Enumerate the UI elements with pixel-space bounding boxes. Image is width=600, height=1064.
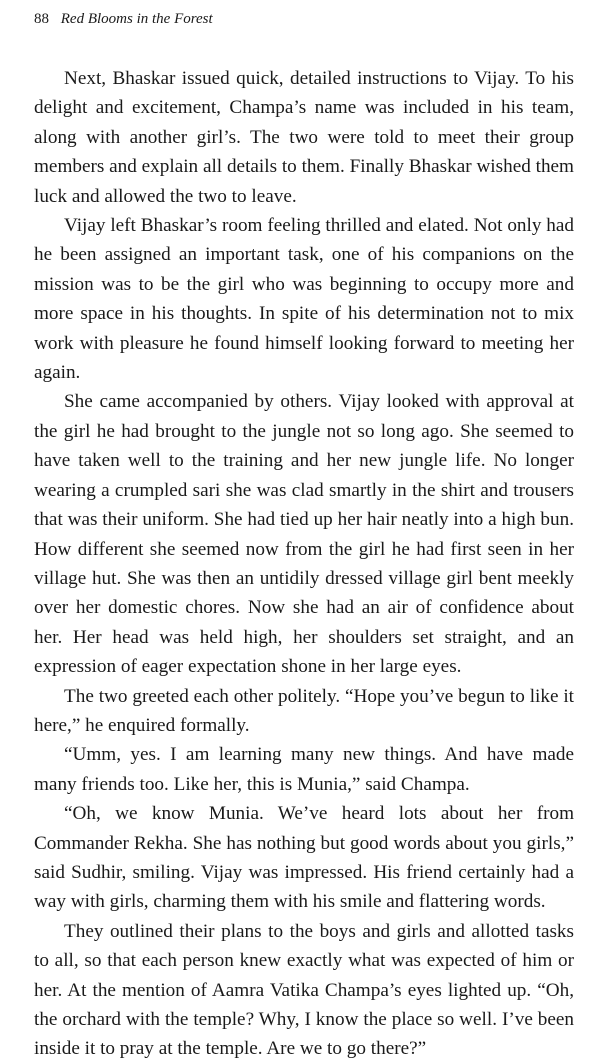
paragraph-plans: They outlined their plans to the boys and girls and allotted tasks to all, so that each person knew exactly what was expected of him or her. At the mention of Aamra Vatika Champa’s eyes lighted up. “Oh, the orchard with the temple? Why, I know the place so well. I’ve been inside it to pray at the temple. Are we to go there?” — [34, 920, 574, 1060]
paragraph-champa-arrives: She came accompanied by others. Vijay looked with approval at the girl he had brought to the jungle not so long ago. She seemed to have taken well to the training and her new jungle life. No longer wearing a crumpled sari she was clad smartly in the shirt and trousers that was their uniform. She had tied up her hair neatly into a high bun. How different she seemed now from the girl he had first seen in her village hut. She was then an untidily dressed village girl bent meekly over her domestic chores. Now she had an air of confidence about her. Her head was held high, her shoulders set straight, and an expression of eager expectation shone in her large eyes. — [34, 391, 574, 678]
paragraph-sudhir: “Oh, we know Munia. We’ve heard lots about her from Commander Rekha. She has nothing but good words about you girls,” said Sudhir, smiling. Vijay was impressed. His friend certainly had a way with girls, charming them with his smile and flattering words. — [34, 803, 574, 913]
page-number: 88 — [34, 11, 49, 27]
paragraph-greeting: The two greeted each other politely. “Hope you’ve begun to like it here,” he enquired formally. — [34, 685, 574, 736]
body-text — [34, 64, 574, 1064]
running-head — [34, 9, 213, 29]
paragraph-vijay-elated: Vijay left Bhaskar’s room feeling thrilled and elated. Not only had he been assigned an important task, one of his companions on the mission was to be the girl who was beginning to occupy more and more space in his thoughts. In spite of his determination not to mix work with pleasure he found himself looking forward to meeting her again. — [34, 215, 574, 384]
paragraph-champa-reply: “Umm, yes. I am learning many new things. And have made many friends too. Like her, this is Munia,” said Champa. — [34, 744, 574, 795]
paragraph-instructions: Next, Bhaskar issued quick, detailed instructions to Vijay. To his delight and excitement, Champa’s name was included in his team, along with another girl’s. The two were told to meet their group members and explain all details to them. Finally Bhaskar wished them luck and allowed the two to leave. — [34, 68, 574, 207]
book-title: Red Blooms in the Forest — [60, 11, 213, 27]
